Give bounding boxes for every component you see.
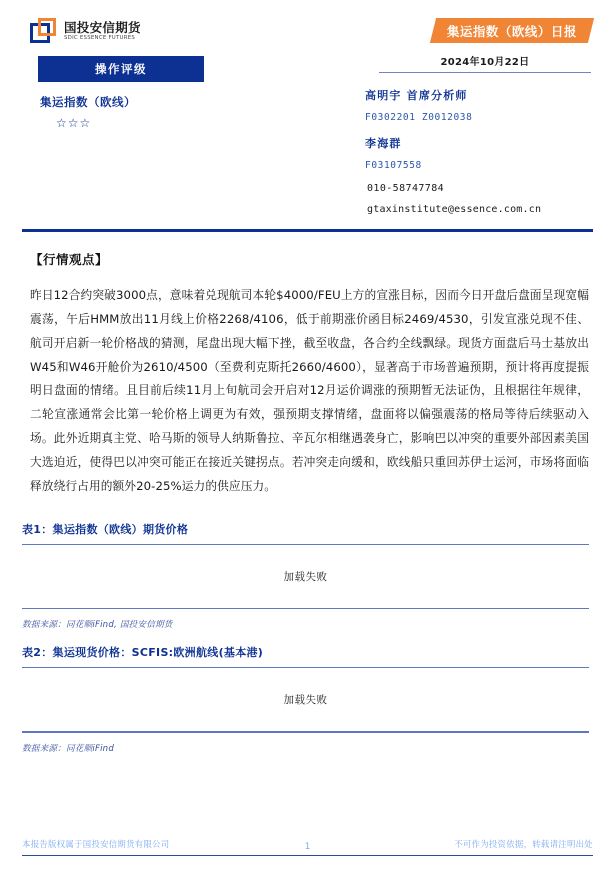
header-divider — [22, 229, 593, 232]
footer-divider — [22, 855, 593, 856]
table-block-1 — [22, 521, 589, 630]
table-1-body — [22, 545, 589, 608]
table-block-2 — [22, 644, 589, 753]
report-title-banner — [430, 18, 594, 43]
header-left-column — [30, 18, 330, 130]
company-logo-text — [64, 19, 141, 42]
table-2-body — [22, 668, 589, 731]
footer-page-number: 1 — [304, 841, 311, 851]
report-title-banner-wrap — [365, 18, 593, 43]
report-title: 集运指数（欧线）日报 — [446, 23, 577, 39]
table-2-status-text: 加载失败 — [283, 694, 328, 707]
header-right-column — [365, 18, 593, 215]
analyst-name-secondary: 李海群 — [365, 137, 402, 150]
table-2-source: 数据来源：同花顺iFind — [22, 743, 114, 754]
analyst-name-primary: 高明宇 首席分析师 — [365, 89, 468, 102]
main-content — [0, 232, 615, 499]
footer-disclaimer: 不可作为投资依据，转载请注明出处 — [454, 838, 593, 849]
table-2-caption: 表2：集运现货价格：SCFIS:欧洲航线(基本港) — [22, 646, 264, 660]
report-header — [0, 0, 615, 232]
analyst-code-secondary: F03107558 — [365, 160, 422, 171]
company-name-en: SDIC ESSENCE FUTURES — [64, 35, 136, 42]
analyst-code-primary: F0302201 Z0012038 — [365, 112, 473, 123]
operation-rating-banner: 操作评级 — [38, 56, 204, 82]
table-1-source: 数据来源：同花顺iFind, 国投安信期货 — [22, 620, 173, 631]
contact-email[interactable]: gtaxinstitute@essence.com.cn — [367, 204, 542, 215]
company-name-cn: 国投安信期货 — [64, 19, 141, 35]
company-logo-icon — [30, 18, 57, 45]
table-1-status-text: 加载失败 — [283, 571, 328, 584]
footer-copyright: 本报告版权属于国投安信期货有限公司 — [22, 838, 170, 849]
logo-orange-square — [38, 18, 56, 36]
analyst-block — [365, 87, 593, 215]
rating-stars: ☆☆☆ — [56, 116, 92, 130]
contact-phone: 010-58747784 — [367, 183, 445, 194]
table-1-caption: 表1：集运指数（欧线）期货价格 — [22, 522, 189, 536]
company-logo — [30, 18, 330, 45]
report-date: 2024年10月22日 — [379, 53, 591, 73]
rating-instrument-label: 集运指数（欧线） — [40, 95, 136, 109]
market-view-paragraph: 昨日12合约突破3000点，意味着兑现航司本轮$4000/FEU上方的宣涨目标，因而今日开盘后盘面呈现宽幅震荡，午后HMM放出11月线上价格2268/4106，低于前期涨价函目标2469/4530，引发宣涨兑现不佳、航司开启新一轮价格战的猜测，尾盘出现大幅下挫，截至收盘，各合约全线飘绿。现货方面盘后马士基放出W45和W46开舱价为2610/4500（至费利克斯托2660/4600），显著高于市场普遍预期，预计将再度提振明日盘面的情绪。且目前后续11月上旬航司会开启对12月运价调涨的预期暂无法证伪，且根据往年规律，二轮宣涨通常会比第一轮价格上调更为有效，强预期支撑情绪，盘面将以偏强震荡的格局等待后续驱动入场。此外近期真主党、哈马斯的领导人纳斯鲁拉、辛瓦尔相继遇袭身亡，影响巴以冲突的重要外部因素美国大选迫近，使得巴以冲突可能正在接近关键拐点。若冲突走向缓和，欧线船只重回苏伊士运河，市场将面临释放绕行占用的额外20-25%运力的供应压力。 — [30, 288, 589, 493]
market-view-heading: 【行情观点】 — [30, 252, 109, 267]
report-footer — [22, 838, 593, 856]
